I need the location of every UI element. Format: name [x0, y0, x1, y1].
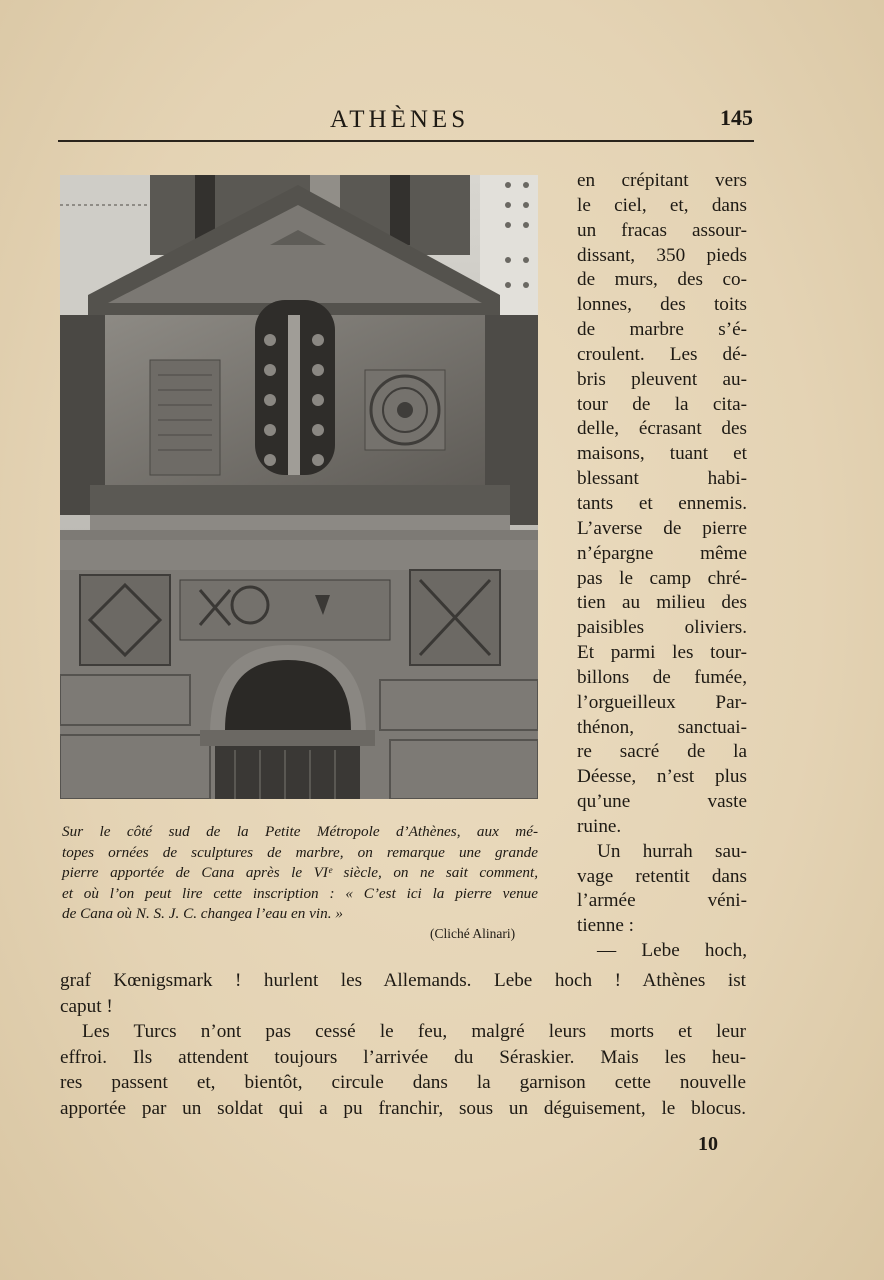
text-line: effroi. Ils attendent toujours l’arrivée du Séraskier. Mais les heu-: [60, 1046, 746, 1068]
caption-line: de Cana où N. S. J. C. changea l’eau en vin. »: [62, 905, 343, 923]
church-photograph: [60, 175, 538, 799]
text-line: l’orgueilleux Par-: [577, 691, 747, 713]
photo-credit: (Cliché Alinari): [430, 926, 516, 941]
text-line: tienne :: [577, 915, 635, 937]
running-title: ATHÈNES: [330, 106, 470, 133]
text-line: apportée par un soldat qui a pu franchir, sous un déguisement, le blocus.: [60, 1097, 746, 1119]
text-line: dissant, 350 pieds: [577, 244, 747, 266]
caption-line: pierre apportée de Cana après le VIᵉ siècle, on ne sait comment,: [62, 864, 538, 882]
text-line: pas le camp chré-: [577, 567, 747, 589]
text-line: tants et ennemis.: [577, 492, 747, 514]
text-line: delle, écrasant des: [577, 418, 747, 440]
caption-line: et où l’on peut lire cette inscription : « C’est ici la pierre venue: [62, 884, 538, 902]
caption-line: topes ornées de sculptures de marbre, on remarque une grande: [62, 843, 538, 861]
text-line: graf Kœnigsmark ! hurlent les Allemands. Lebe hoch ! Athènes ist: [60, 970, 746, 991]
text-line: qu’une vaste: [577, 791, 747, 813]
text-line: res passent et, bientôt, circule dans la garnison cette nouvelle: [60, 1072, 746, 1093]
text-line: vage retentit dans: [577, 865, 747, 887]
body-text: [60, 968, 746, 1121]
text-line: Et parmi les tour-: [577, 642, 747, 664]
text-line: paisibles oliviers.: [577, 617, 747, 639]
page-number: 145: [720, 105, 753, 130]
text-line: blessant habi-: [577, 468, 747, 490]
text-line: un fracas assour-: [577, 219, 747, 241]
text-line: Un hurrah sau-: [597, 840, 747, 862]
text-line: L’averse de pierre: [577, 517, 747, 539]
text-line: de marbre s’é-: [577, 319, 747, 341]
text-line: Les Turcs n’ont pas cessé le feu, malgré leurs morts et leur: [82, 1021, 746, 1042]
header-rule: [58, 140, 754, 142]
figure-caption: [62, 822, 538, 925]
text-line: n’épargne même: [577, 542, 747, 564]
text-line: billons de fumée,: [577, 666, 747, 688]
text-line: re sacré de la: [577, 741, 747, 763]
text-line: — Lebe hoch,: [597, 940, 747, 962]
text-line: ruine.: [577, 815, 622, 837]
text-line: bris pleuvent au-: [577, 368, 747, 390]
text-line: thénon, sanctuai-: [577, 716, 747, 738]
text-line: le ciel, et, dans: [577, 194, 747, 216]
text-line: l’armée véni-: [577, 890, 747, 912]
text-line: Déesse, n’est plus: [577, 766, 747, 788]
church-facade-image: [60, 175, 538, 799]
text-line: de murs, des co-: [577, 269, 747, 291]
text-line: tien au milieu des: [577, 592, 747, 614]
text-line: lonnes, des toits: [577, 294, 747, 316]
text-line: croulent. Les dé-: [577, 343, 747, 365]
text-line: maisons, tuant et: [577, 443, 747, 465]
text-line: tour de la cita-: [577, 393, 747, 415]
signature-mark: 10: [698, 1133, 718, 1155]
caption-line: Sur le côté sud de la Petite Métropole d’Athènes, aux mé-: [62, 823, 538, 840]
side-column-text: [577, 169, 747, 964]
text-line: en crépitant vers: [577, 170, 747, 191]
text-line: caput !: [60, 995, 113, 1017]
